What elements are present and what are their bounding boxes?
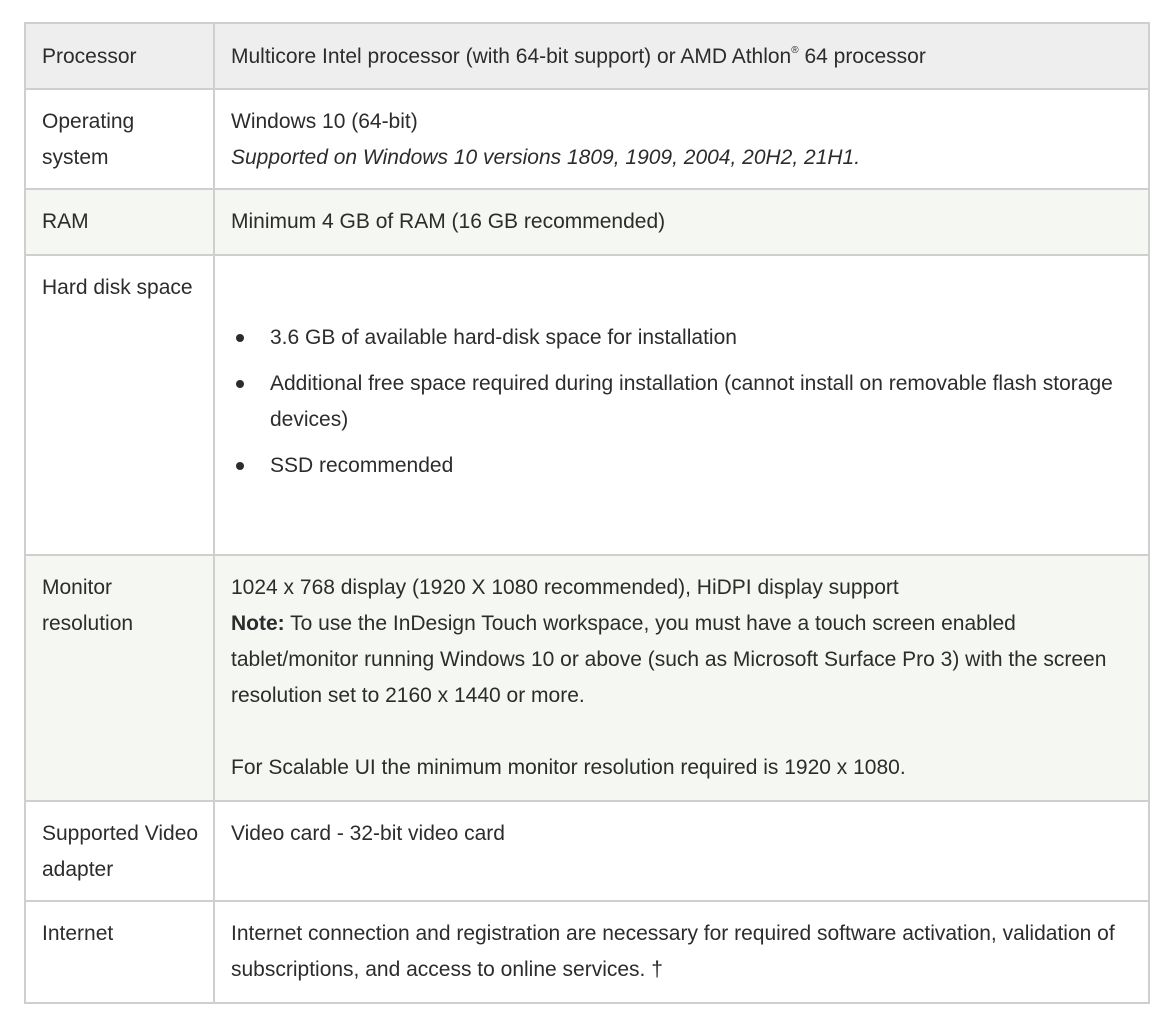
table-row-monitor [25, 555, 1149, 801]
monitor-value: 1024 x 768 display (1920 X 1080 recommended), HiDPI display support [231, 576, 899, 599]
registered-mark: ® [791, 45, 799, 56]
processor-text-end: 64 processor [798, 45, 926, 68]
row-value-ram: Minimum 4 GB of RAM (16 GB recommended) [214, 189, 1149, 255]
table-row-internet [25, 901, 1149, 1003]
list-item [231, 320, 1132, 356]
row-value-internet: Internet connection and registration are necessary for required software activation, validation of subscriptions, and access to online services. † [214, 901, 1149, 1003]
row-value-disk [214, 255, 1149, 555]
bullet-icon [236, 380, 244, 388]
list-item [231, 366, 1132, 438]
row-value-os [214, 89, 1149, 189]
bullet-icon [236, 334, 244, 342]
os-value: Windows 10 (64-bit) [231, 110, 418, 133]
table-row-video [25, 801, 1149, 901]
list-item [231, 448, 1132, 484]
table-row-disk [25, 255, 1149, 555]
row-label-os: Operating system [25, 89, 214, 189]
table-row-processor [25, 23, 1149, 89]
row-label-ram: RAM [25, 189, 214, 255]
list-item-text: SSD recommended [270, 454, 454, 477]
disk-list [231, 320, 1132, 484]
row-label-internet: Internet [25, 901, 214, 1003]
row-label-monitor: Monitor resolution [25, 555, 214, 801]
bullet-icon [236, 462, 244, 470]
list-item-text: Additional free space required during installation (cannot install on removable flash storage devices) [270, 372, 1113, 431]
row-label-video: Supported Video adapter [25, 801, 214, 901]
note-label: Note: [231, 612, 285, 635]
system-requirements-table [24, 22, 1150, 1004]
row-label-disk: Hard disk space [25, 255, 214, 555]
list-item-text: 3.6 GB of available hard-disk space for installation [270, 326, 737, 349]
row-label-processor: Processor [25, 23, 214, 89]
monitor-note [231, 606, 1132, 714]
os-note: Supported on Windows 10 versions 1809, 1909, 2004, 20H2, 21H1. [231, 146, 861, 169]
table-row-os [25, 89, 1149, 189]
row-value-video: Video card - 32-bit video card [214, 801, 1149, 901]
row-value-monitor [214, 555, 1149, 801]
table-row-ram [25, 189, 1149, 255]
scalable-ui-note: For Scalable UI the minimum monitor resolution required is 1920 x 1080. [231, 756, 906, 779]
note-text: To use the InDesign Touch workspace, you must have a touch screen enabled tablet/monitor running Windows 10 or above (such as Microsoft Surface Pro 3) with the screen resolution set to 2160 x 1440 or more. [231, 612, 1107, 707]
processor-text: Multicore Intel processor (with 64-bit support) or AMD Athlon [231, 45, 792, 68]
row-value-processor [214, 23, 1149, 89]
